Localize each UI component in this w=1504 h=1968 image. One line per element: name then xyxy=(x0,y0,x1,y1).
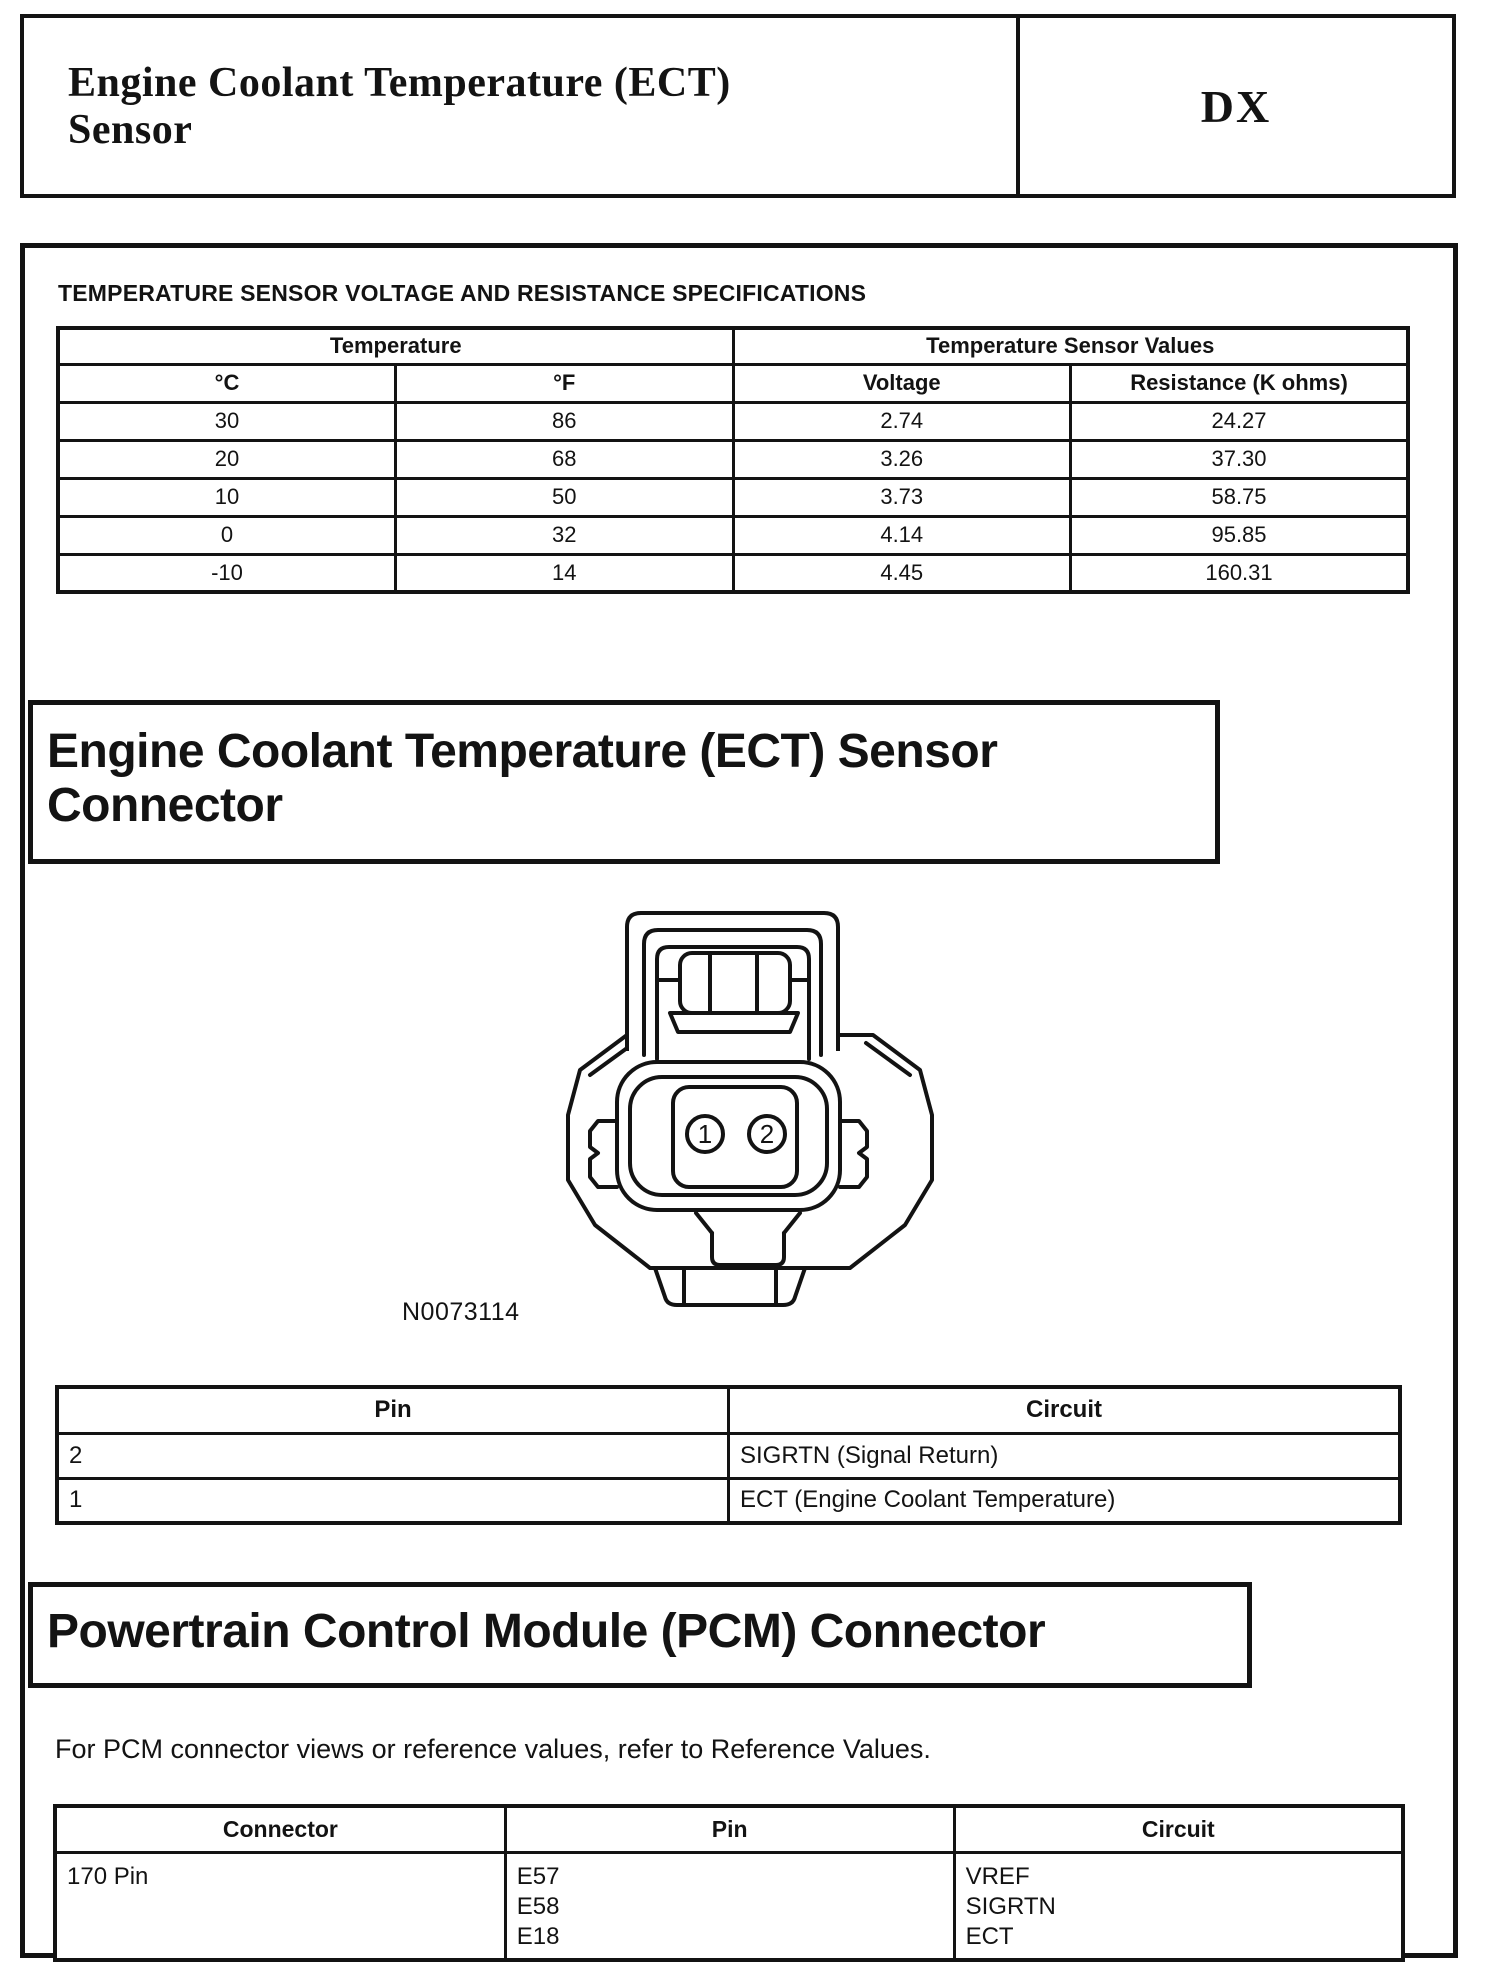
spec-cell: 30 xyxy=(58,402,396,440)
pcm-table-header-pin: Pin xyxy=(505,1806,954,1852)
spec-col-header-resistance: Resistance (K ohms) xyxy=(1071,364,1409,402)
spec-cell: 37.30 xyxy=(1071,440,1409,478)
spec-cell: 50 xyxy=(396,478,734,516)
pin-table-header-pin: Pin xyxy=(57,1387,729,1433)
spec-cell: -10 xyxy=(58,554,396,592)
spec-cell: 10 xyxy=(58,478,396,516)
pcm-pin-cell xyxy=(505,1852,954,1960)
spec-col-header-voltage: Voltage xyxy=(733,364,1071,402)
pcm-pin-value: E58 xyxy=(516,1892,560,1920)
page-title-line1: Engine Coolant Temperature (ECT) xyxy=(68,60,731,106)
pcm-table-header-row xyxy=(55,1806,1403,1852)
pcm-note: For PCM connector views or reference values, refer to Reference Values. xyxy=(55,1734,931,1764)
page-title-cell xyxy=(24,18,1016,194)
section-code-cell xyxy=(1016,18,1452,194)
pcm-table-header-connector: Connector xyxy=(55,1806,505,1852)
pcm-circuit-cell xyxy=(954,1852,1403,1960)
spec-cell: 3.26 xyxy=(733,440,1071,478)
pcm-heading-box xyxy=(28,1582,1252,1688)
spec-cell: 0 xyxy=(58,516,396,554)
spec-row xyxy=(58,440,1408,478)
document-header xyxy=(20,14,1456,198)
spec-cell: 32 xyxy=(396,516,734,554)
spec-cell: 58.75 xyxy=(1071,478,1409,516)
spec-cell: 20 xyxy=(58,440,396,478)
ect-connector-diagram xyxy=(540,885,960,1325)
spec-cell: 3.73 xyxy=(733,478,1071,516)
pin-circuit-table xyxy=(55,1385,1402,1525)
spec-cell: 4.45 xyxy=(733,554,1071,592)
spec-group-header-sensor-values: Temperature Sensor Values xyxy=(733,328,1408,364)
ect-connector-heading-box xyxy=(28,700,1220,864)
spec-cell: 2.74 xyxy=(733,402,1071,440)
pin-table-row xyxy=(57,1433,1400,1478)
pcm-table-row xyxy=(55,1852,1403,1960)
section-code: DX xyxy=(1200,80,1272,132)
spec-cell: 68 xyxy=(396,440,734,478)
spec-table xyxy=(56,326,1410,594)
spec-cell: 160.31 xyxy=(1071,554,1409,592)
pin-1-label: 1 xyxy=(697,1119,713,1149)
pcm-heading: Powertrain Control Module (PCM) Connector xyxy=(47,1605,1046,1658)
pcm-circuit-value: VREF xyxy=(965,1862,1030,1890)
pin-table-header-row xyxy=(57,1387,1400,1433)
connector-lock-tab xyxy=(680,953,790,1013)
connector-body xyxy=(568,1035,932,1268)
pcm-circuit-value: SIGRTN xyxy=(965,1892,1056,1920)
pcm-table-header-circuit: Circuit xyxy=(954,1806,1403,1852)
content-box xyxy=(20,243,1458,1958)
pin-table-row xyxy=(57,1478,1400,1523)
page-title-line2: Sensor xyxy=(68,107,193,154)
connector-lock-tab-flange xyxy=(670,1013,798,1032)
page-title xyxy=(68,60,1006,154)
pcm-connector-cell: 170 Pin xyxy=(55,1852,505,1960)
spec-cell: 24.27 xyxy=(1071,402,1409,440)
spec-col-header-fahrenheit: °F xyxy=(396,364,734,402)
spec-col-header-celsius: °C xyxy=(58,364,396,402)
spec-section-title: TEMPERATURE SENSOR VOLTAGE AND RESISTANCE SPECIFICATIONS xyxy=(58,280,867,306)
pcm-connector-table xyxy=(53,1804,1405,1962)
spec-col-header-row xyxy=(58,364,1408,402)
pcm-pin-value: E57 xyxy=(516,1862,560,1890)
connector-figure xyxy=(25,885,1125,1365)
spec-row xyxy=(58,516,1408,554)
pin-2-label: 2 xyxy=(759,1119,775,1149)
figure-label: N0073114 xyxy=(402,1298,520,1326)
spec-cell: 14 xyxy=(396,554,734,592)
spec-cell: 86 xyxy=(396,402,734,440)
spec-group-header-row xyxy=(58,328,1408,364)
spec-row xyxy=(58,554,1408,592)
pcm-circuit-value: ECT xyxy=(965,1922,1014,1950)
circuit-cell: ECT (Engine Coolant Temperature) xyxy=(729,1478,1401,1523)
pin-cell: 2 xyxy=(57,1433,729,1478)
spec-row xyxy=(58,478,1408,516)
spec-row xyxy=(58,402,1408,440)
spec-group-header-temperature: Temperature xyxy=(58,328,733,364)
ect-connector-heading: Engine Coolant Temperature (ECT) Sensor Connector xyxy=(47,725,998,833)
pcm-pin-value: E18 xyxy=(516,1922,560,1950)
pin-cell: 1 xyxy=(57,1478,729,1523)
pin-table-header-circuit: Circuit xyxy=(729,1387,1401,1433)
spec-cell: 4.14 xyxy=(733,516,1071,554)
spec-cell: 95.85 xyxy=(1071,516,1409,554)
circuit-cell: SIGRTN (Signal Return) xyxy=(729,1433,1401,1478)
connector-foot xyxy=(655,1268,805,1305)
